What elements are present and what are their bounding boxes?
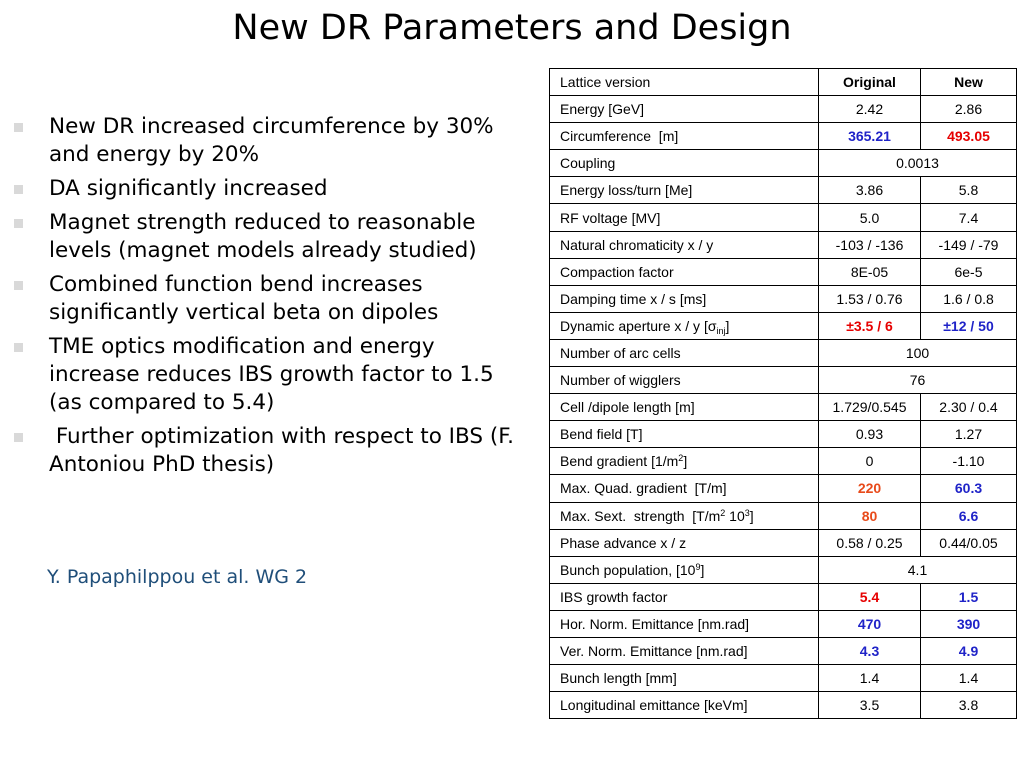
author-credit: Y. Papaphilppou et al. WG 2 <box>47 566 308 588</box>
new-value <box>921 637 1017 664</box>
bullet-text: Combined function bend increases significantly vertical beta on dipoles <box>49 272 439 325</box>
merged-value: 0.0013 <box>819 150 1017 177</box>
bullet-text: Magnet strength reduced to reasonable levels (magnet models already studied) <box>49 210 477 263</box>
original-value: 0 <box>819 448 921 475</box>
original-value: 3.5 <box>819 692 921 719</box>
new-value: 7.4 <box>921 204 1017 231</box>
original-value: 1.729/0.545 <box>819 394 921 421</box>
row-label: Cell /dipole length [m] <box>550 394 819 421</box>
row-label: Bend field [T] <box>550 421 819 448</box>
header-cell-original: Original <box>819 69 921 96</box>
label-superscript: 3 <box>744 507 750 518</box>
highlighted-value: 80 <box>861 507 878 524</box>
row-label: Natural chromaticity x / y <box>550 231 819 258</box>
row-label <box>550 556 819 583</box>
label-subscript: inj <box>716 325 726 336</box>
original-value: 0.58 / 0.25 <box>819 529 921 556</box>
bullet-item <box>12 423 521 479</box>
row-label: Number of wigglers <box>550 367 819 394</box>
bullet-item <box>12 209 517 265</box>
table-row <box>550 367 1017 394</box>
table-row <box>550 556 1017 583</box>
new-value <box>921 123 1017 150</box>
bullet-text: TME optics modification and energy increase reduces IBS growth factor to 1.5 (as compared to 5.4) <box>49 334 494 415</box>
table-row <box>550 312 1017 339</box>
table-row <box>550 421 1017 448</box>
original-value: -103 / -136 <box>819 231 921 258</box>
highlighted-value: ±3.5 / 6 <box>846 317 893 334</box>
merged-value: 76 <box>819 367 1017 394</box>
row-label: Hor. Norm. Emittance [nm.rad] <box>550 610 819 637</box>
row-label: Max. Quad. gradient [T/m] <box>550 475 819 502</box>
highlighted-value: 4.3 <box>859 643 880 660</box>
highlighted-value: 4.9 <box>958 643 979 660</box>
label-text: ] <box>725 317 730 334</box>
table-row <box>550 96 1017 123</box>
original-value: 5.0 <box>819 204 921 231</box>
merged-value: 100 <box>819 339 1017 366</box>
highlighted-value: 1.5 <box>958 588 979 605</box>
row-label: IBS growth factor <box>550 583 819 610</box>
new-value: 2.30 / 0.4 <box>921 394 1017 421</box>
new-value: 6e-5 <box>921 258 1017 285</box>
row-label <box>550 448 819 475</box>
original-value: 1.4 <box>819 665 921 692</box>
original-value: 1.53 / 0.76 <box>819 285 921 312</box>
label-superscript: 2 <box>678 453 684 464</box>
row-label: RF voltage [MV] <box>550 204 819 231</box>
label-text: Bend gradient [1/m <box>560 453 679 470</box>
new-value <box>921 312 1017 339</box>
table-row <box>550 502 1017 529</box>
table-row <box>550 339 1017 366</box>
bullet-item <box>12 271 517 327</box>
new-value: 1.27 <box>921 421 1017 448</box>
highlighted-value: 390 <box>956 615 981 632</box>
label-text: ] <box>700 561 705 578</box>
new-value: 0.44/0.05 <box>921 529 1017 556</box>
table-row <box>550 258 1017 285</box>
table-row <box>550 692 1017 719</box>
new-value: 1.6 / 0.8 <box>921 285 1017 312</box>
sigma-symbol: σ <box>707 317 717 334</box>
bullet-text: New DR increased circumference by 30% and energy by 20% <box>49 114 494 167</box>
header-cell-new: New <box>921 69 1017 96</box>
table-row <box>550 231 1017 258</box>
label-text: Dynamic aperture x / y [ <box>560 317 708 334</box>
bullet-item <box>12 175 517 203</box>
original-value: 2.42 <box>819 96 921 123</box>
bullet-item <box>12 333 517 417</box>
highlighted-value: 5.4 <box>859 588 880 605</box>
row-label: Ver. Norm. Emittance [nm.rad] <box>550 637 819 664</box>
new-value <box>921 475 1017 502</box>
slide-title: New DR Parameters and Design <box>232 8 792 48</box>
original-value <box>819 123 921 150</box>
new-value: 2.86 <box>921 96 1017 123</box>
label-superscript: 9 <box>695 561 701 572</box>
label-superscript: 2 <box>720 507 726 518</box>
square-bullet-icon <box>14 219 23 228</box>
square-bullet-icon <box>14 343 23 352</box>
new-value: -149 / -79 <box>921 231 1017 258</box>
bullet-text: DA significantly increased <box>49 176 328 201</box>
table-row <box>550 285 1017 312</box>
table-row <box>550 177 1017 204</box>
bullet-list <box>12 113 521 485</box>
new-value: 3.8 <box>921 692 1017 719</box>
table-header-row <box>550 69 1017 96</box>
square-bullet-icon <box>14 185 23 194</box>
row-label: Bunch length [mm] <box>550 665 819 692</box>
row-label: Number of arc cells <box>550 339 819 366</box>
label-text: 10 <box>725 507 745 524</box>
new-value <box>921 583 1017 610</box>
row-label: Compaction factor <box>550 258 819 285</box>
row-label: Phase advance x / z <box>550 529 819 556</box>
highlighted-value: 470 <box>857 615 882 632</box>
highlighted-value: ±12 / 50 <box>943 317 994 334</box>
table-row <box>550 394 1017 421</box>
new-value: 1.4 <box>921 665 1017 692</box>
original-value <box>819 502 921 529</box>
square-bullet-icon <box>14 281 23 290</box>
table-row <box>550 150 1017 177</box>
table-row <box>550 475 1017 502</box>
highlighted-value: 60.3 <box>954 480 983 497</box>
highlighted-value: 493.05 <box>947 128 990 145</box>
new-value <box>921 610 1017 637</box>
original-value <box>819 312 921 339</box>
original-value <box>819 637 921 664</box>
new-value: -1.10 <box>921 448 1017 475</box>
table-row <box>550 448 1017 475</box>
bullet-item <box>12 113 517 169</box>
label-text: Max. Sext. strength [T/m <box>560 507 721 524</box>
row-label: Longitudinal emittance [keVm] <box>550 692 819 719</box>
table-row <box>550 529 1017 556</box>
highlighted-value: 220 <box>857 480 882 497</box>
table-row <box>550 637 1017 664</box>
original-value: 0.93 <box>819 421 921 448</box>
label-text: Bunch population, [10 <box>560 561 696 578</box>
label-text: ] <box>683 453 688 470</box>
table-row <box>550 665 1017 692</box>
highlighted-value: 6.6 <box>958 507 979 524</box>
row-label: Damping time x / s [ms] <box>550 285 819 312</box>
new-value <box>921 502 1017 529</box>
header-cell-lattice-version: Lattice version <box>550 69 819 96</box>
new-value: 5.8 <box>921 177 1017 204</box>
row-label: Energy loss/turn [Me] <box>550 177 819 204</box>
highlighted-value: 365.21 <box>848 128 891 145</box>
bullet-text: Further optimization with respect to IBS (F. Antoniou PhD thesis) <box>49 424 521 477</box>
table-row <box>550 583 1017 610</box>
original-value <box>819 475 921 502</box>
parameters-table <box>549 68 1017 719</box>
original-value <box>819 583 921 610</box>
row-label: Energy [GeV] <box>550 96 819 123</box>
original-value <box>819 610 921 637</box>
table-row <box>550 204 1017 231</box>
label-text: ] <box>749 507 754 524</box>
original-value: 8E-05 <box>819 258 921 285</box>
table-row <box>550 610 1017 637</box>
square-bullet-icon <box>14 123 23 132</box>
row-label <box>550 312 819 339</box>
merged-value: 4.1 <box>819 556 1017 583</box>
row-label: Coupling <box>550 150 819 177</box>
table-row <box>550 123 1017 150</box>
row-label <box>550 502 819 529</box>
square-bullet-icon <box>14 433 23 442</box>
original-value: 3.86 <box>819 177 921 204</box>
row-label: Circumference [m] <box>550 123 819 150</box>
